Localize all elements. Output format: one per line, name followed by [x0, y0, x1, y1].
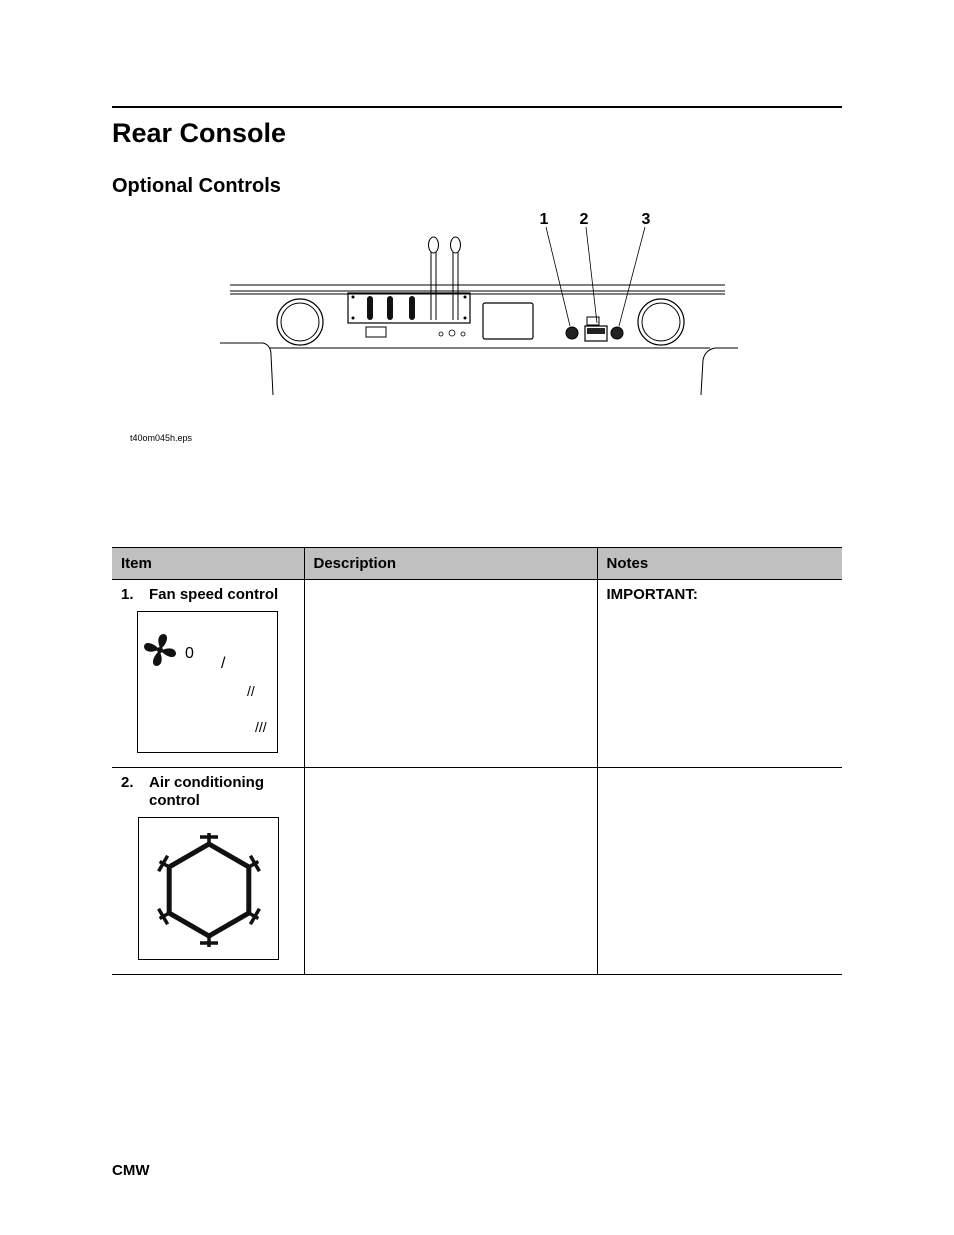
- footer-label: CMW: [112, 1162, 150, 1179]
- header-notes: Notes: [597, 548, 842, 580]
- item-number: 1.: [121, 586, 134, 603]
- header-description: Description: [304, 548, 597, 580]
- item-cell: [112, 768, 304, 975]
- display-screen: [483, 303, 533, 339]
- table-row: [112, 768, 842, 975]
- callout-2: 2: [579, 211, 589, 228]
- header-item: Item: [112, 548, 304, 580]
- fan-speed-icon: [137, 611, 278, 753]
- page-title: Rear Console: [112, 118, 287, 148]
- items-table: [112, 547, 842, 975]
- left-vent: [277, 299, 323, 345]
- fan-speed-off-label: 0: [185, 645, 194, 662]
- indicator-lights: [439, 330, 465, 336]
- optional-controls: [566, 317, 623, 341]
- top-rule: [112, 106, 842, 108]
- description-cell: [304, 768, 597, 975]
- panel-switch: [366, 327, 386, 337]
- table-header-row: [112, 548, 842, 580]
- figure-caption: t40om045h.eps: [130, 433, 193, 443]
- item-number: 2.: [121, 774, 134, 791]
- callout-1: 1: [539, 211, 549, 228]
- description-cell: [304, 580, 597, 768]
- item-label: [121, 586, 295, 604]
- callout-3: 3: [641, 211, 651, 228]
- fan-speed-medium-label: //: [247, 683, 255, 699]
- rear-console-illustration: [215, 205, 745, 400]
- snowflake-icon: [138, 817, 279, 960]
- item-cell: [112, 580, 304, 768]
- fan-speed-low-label: /: [221, 655, 226, 672]
- slider-panel: [348, 237, 470, 323]
- item-name: Fan speed control: [149, 586, 279, 603]
- item-label: [121, 774, 295, 810]
- table-row: [112, 580, 842, 768]
- section-title: Optional Controls: [112, 175, 281, 197]
- notes-cell: IMPORTANT:: [597, 580, 842, 768]
- right-vent: [638, 299, 684, 345]
- fan-speed-high-label: ///: [255, 719, 267, 735]
- item-name: Air conditioning control: [149, 774, 264, 809]
- notes-cell: [597, 768, 842, 975]
